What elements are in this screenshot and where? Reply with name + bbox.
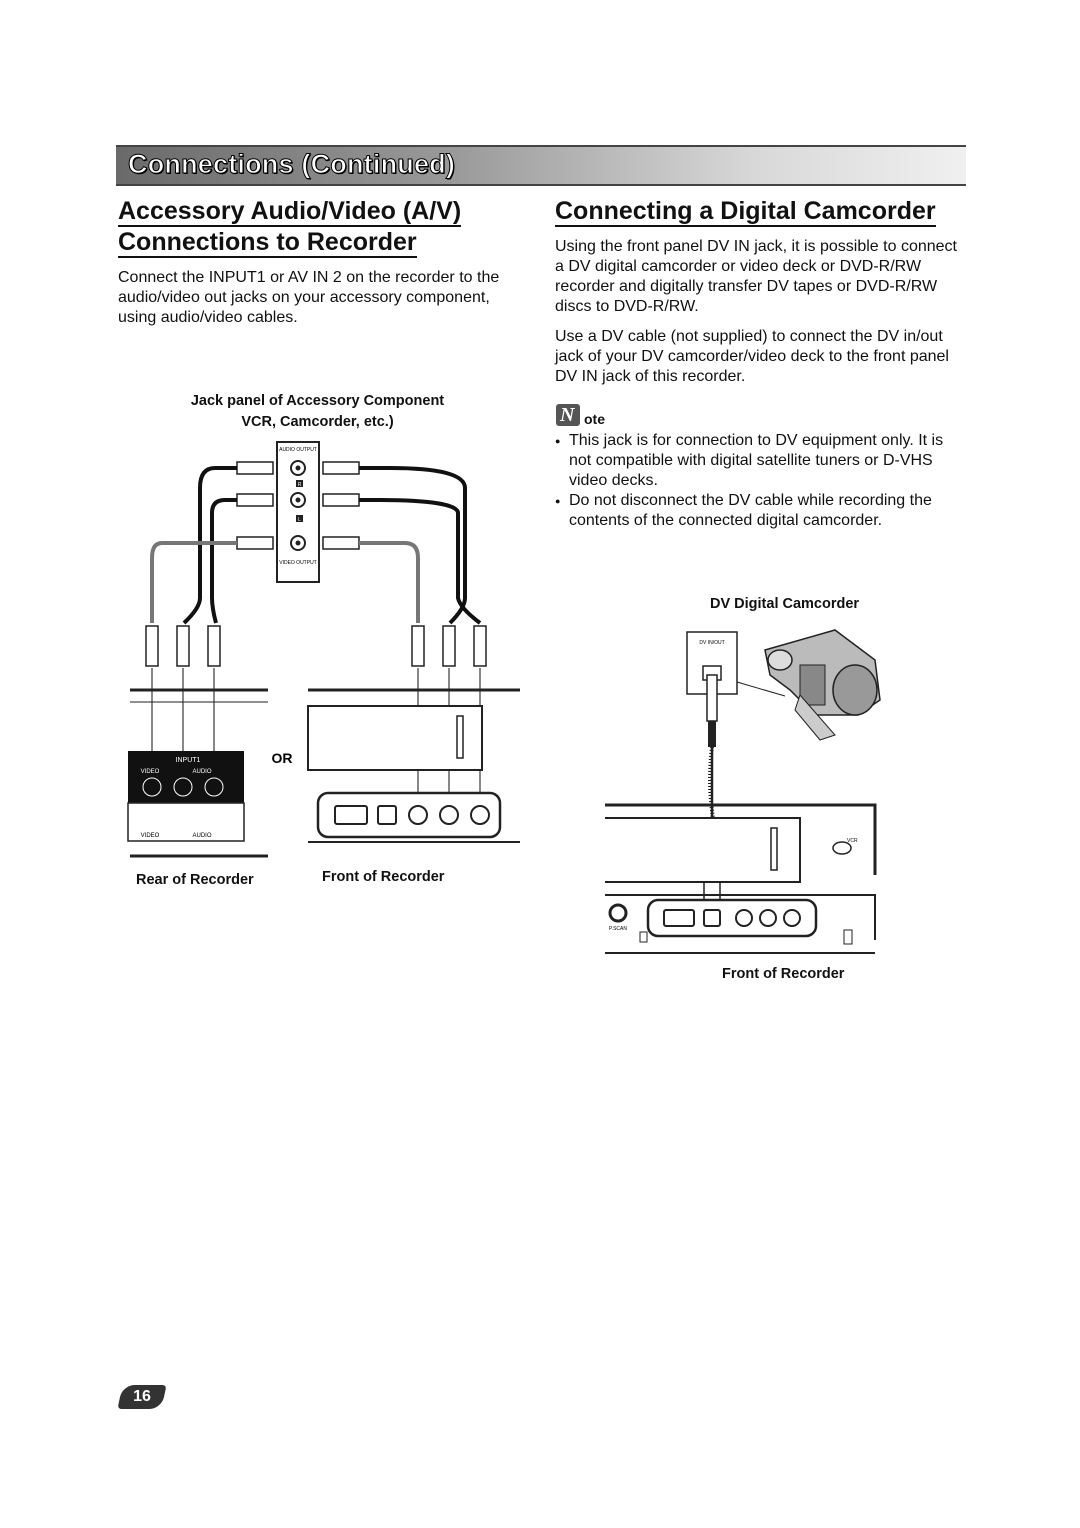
right-heading [555, 196, 975, 227]
right-heading-text: Connecting a Digital Camcorder [555, 197, 936, 225]
note-list [555, 431, 960, 531]
note-item: ● Do not disconnect the DV cable while recording the contents of the connected digital camcorder. [555, 491, 960, 531]
left-heading [118, 196, 538, 258]
left-paragraph: Connect the INPUT1 or AV IN 2 on the recorder to the audio/video out jacks on your accessory component, using audio/video cables. [118, 269, 500, 326]
left-heading-line1: Accessory Audio/Video (A/V) [118, 197, 462, 225]
video-output-label: VIDEO OUTPUT [279, 560, 317, 566]
pscan-label: P.SCAN [609, 926, 627, 932]
r-label: R [297, 482, 302, 488]
jack-panel-caption-2: VCR, Camcorder, etc.) [241, 414, 394, 430]
rear-of-recorder-caption: Rear of Recorder [136, 872, 254, 888]
front-of-recorder-caption-right: Front of Recorder [722, 966, 845, 982]
page-number-badge [117, 1385, 166, 1409]
right-paragraph-1: Using the front panel DV IN jack, it is possible to connect a DV digital camcorder or video deck or DVD-R/RW recorder and digitally transfer DV tapes or DVD-R/RW discs to DVD-R/RW. [555, 238, 957, 315]
section-title: Connections (Continued) [128, 149, 456, 179]
av-connection-diagram [120, 438, 520, 868]
front-of-recorder-caption-left: Front of Recorder [322, 869, 445, 885]
or-label: OR [271, 750, 293, 766]
rear-video-label-2: VIDEO [140, 833, 160, 839]
dv-jack-label: DV IN/OUT [699, 640, 725, 646]
rear-audio-label-2: AUDIO [192, 833, 212, 839]
note-label: ote [584, 411, 605, 427]
vcr-label: VCR [847, 838, 858, 844]
dv-connection-diagram [600, 620, 890, 960]
note-icon: N [556, 404, 580, 426]
rear-video-label: VIDEO [140, 769, 160, 775]
jack-panel-caption-1: Jack panel of Accessory Component [190, 393, 445, 409]
input1-label: INPUT1 [175, 757, 201, 764]
l-label: L [298, 517, 301, 523]
camcorder-illustration [765, 630, 880, 740]
audio-output-label: AUDIO OUTPUT [279, 447, 317, 453]
note-item: ● This jack is for connection to DV equipment only. It is not compatible with digital satellite tuners or D-VHS video decks. [555, 431, 960, 491]
rear-audio-label: AUDIO [192, 769, 212, 775]
left-heading-line2: Connections to Recorder [118, 228, 417, 256]
page-number: 16 [133, 1388, 151, 1405]
right-paragraph-2: Use a DV cable (not supplied) to connect the DV in/out jack of your DV camcorder/video deck to the front panel DV IN jack of this recorder. [555, 328, 949, 385]
dv-camcorder-caption: DV Digital Camcorder [710, 596, 860, 612]
section-banner [116, 145, 966, 186]
